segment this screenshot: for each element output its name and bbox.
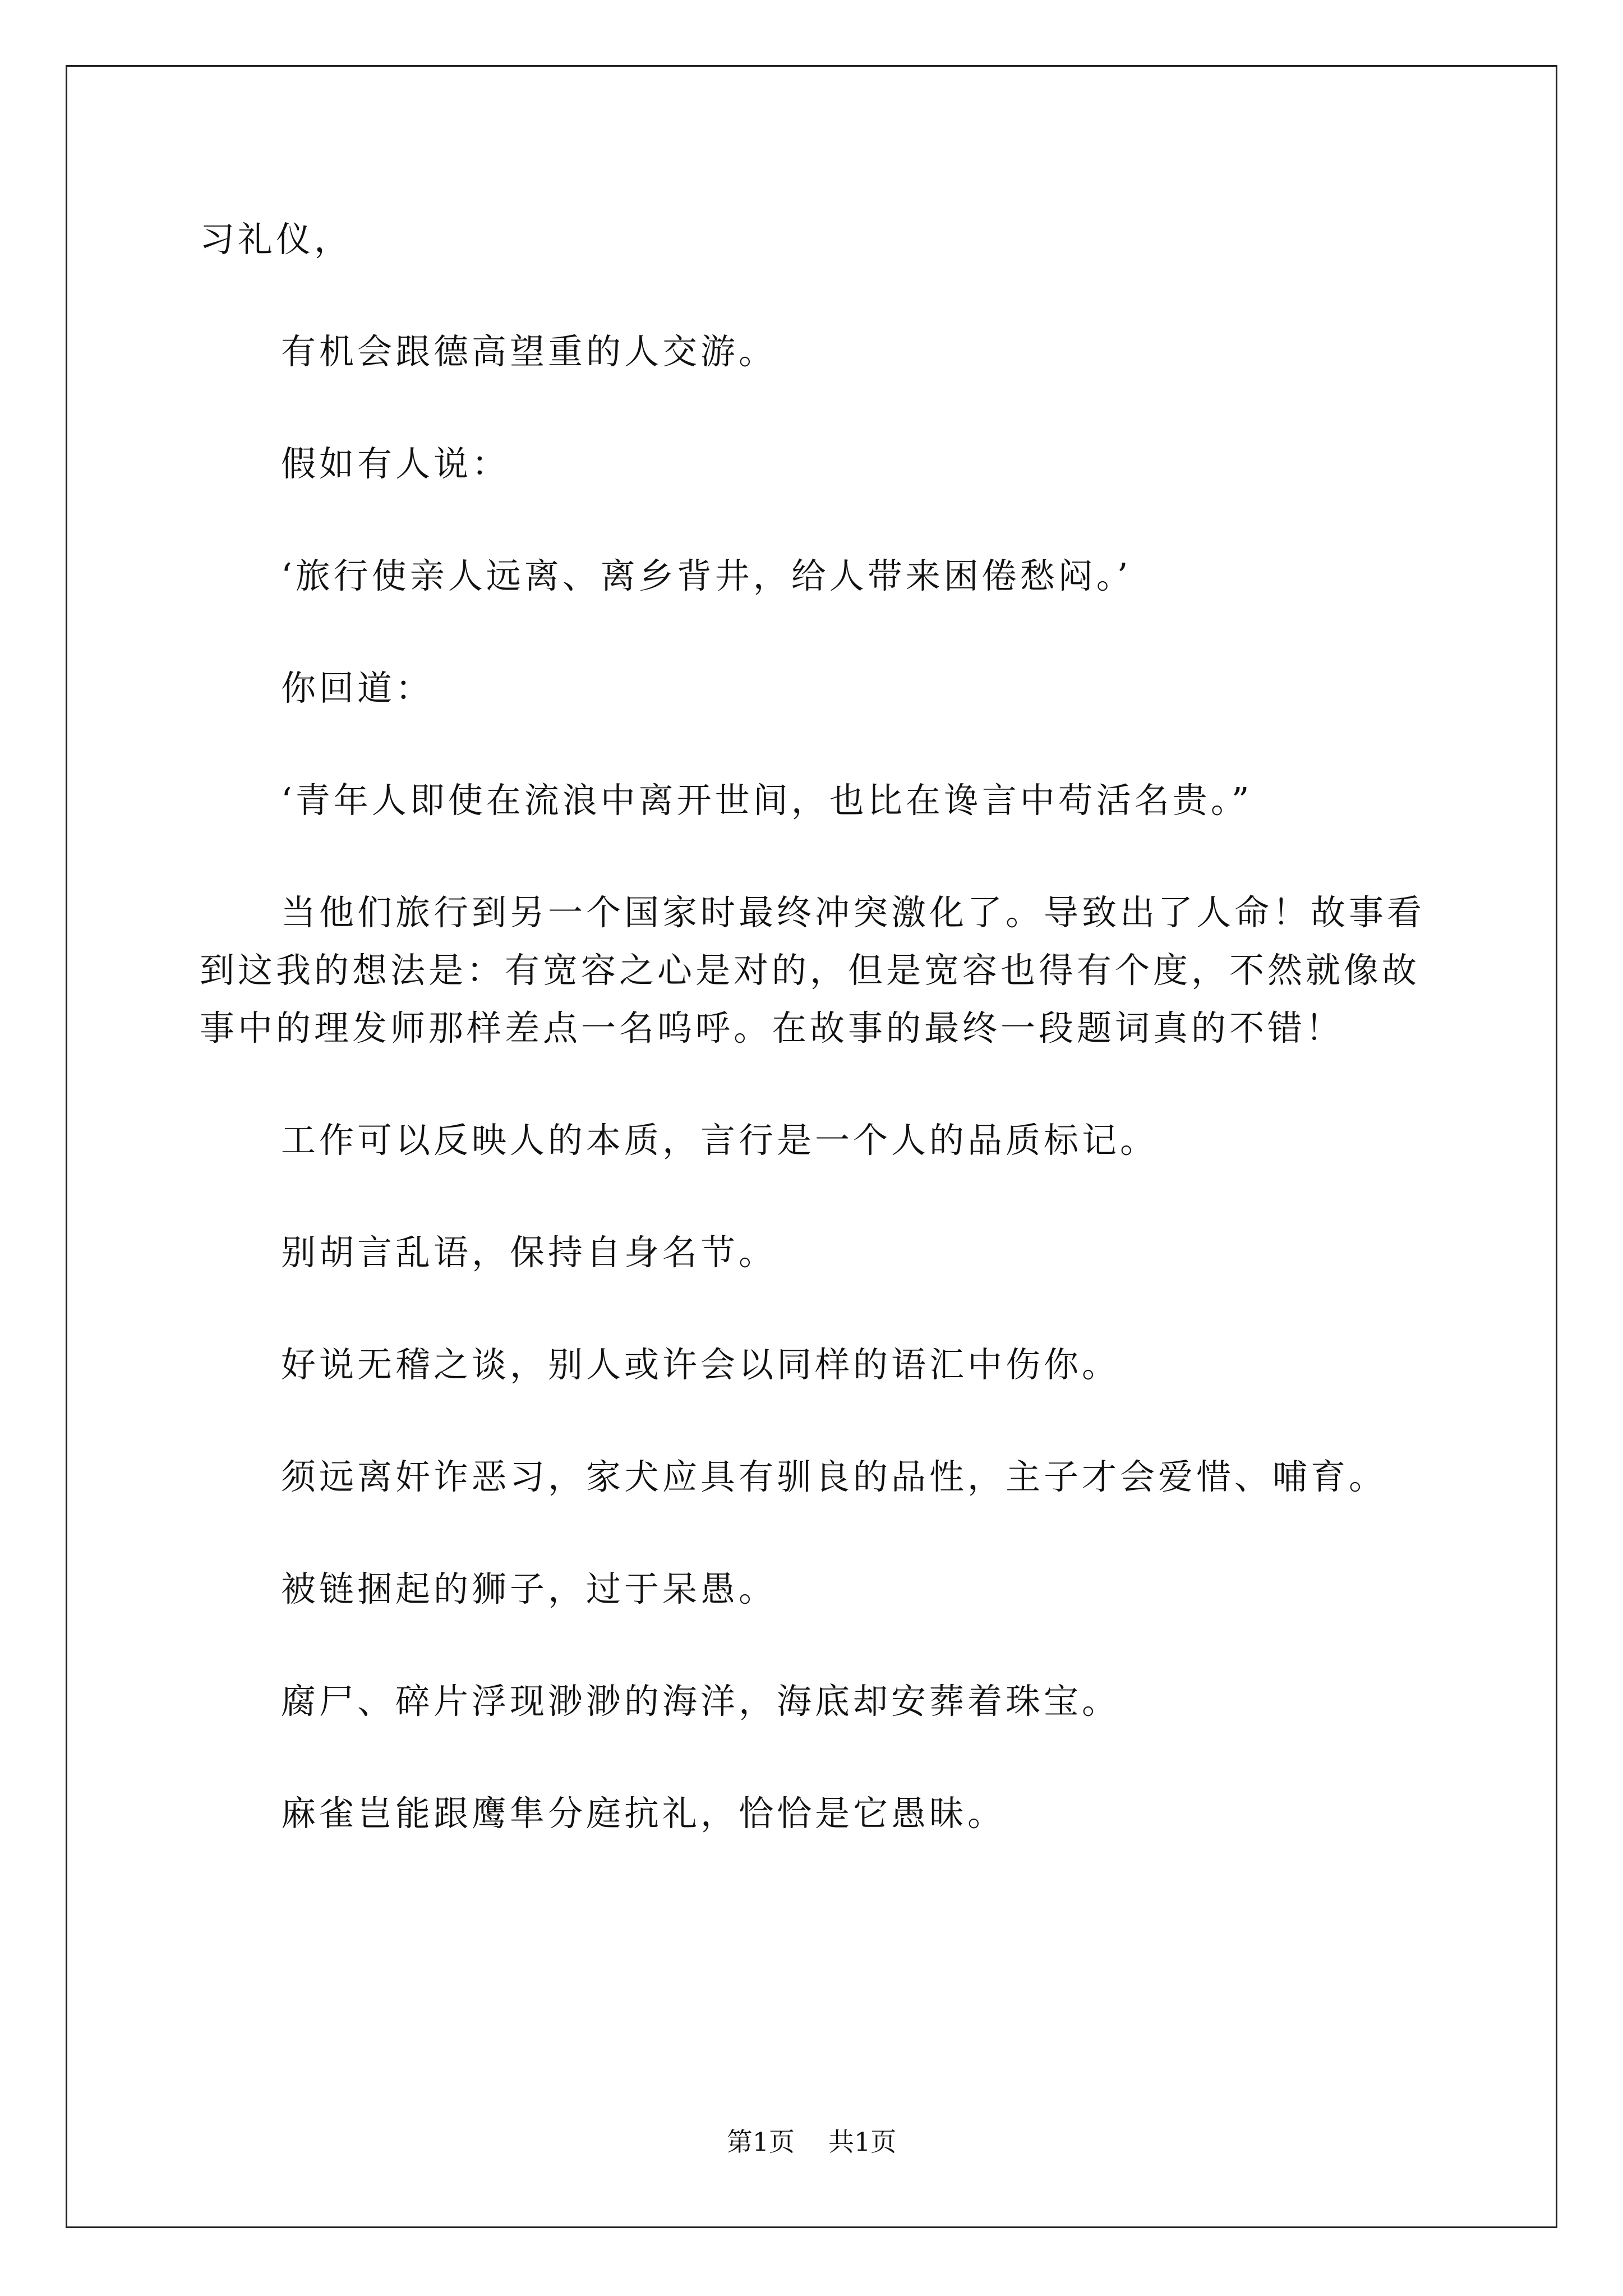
paragraph-7: 当他们旅行到另一个国家时最终冲突激化了。导致出了人命！故事看到这我的想法是：有宽容之心是对的，但是宽容也得有个度，不然就像故事中的理发师那样差点一名呜呼。在故事的最终一段题词真的不错！: [200, 892, 1426, 1048]
paragraph-13: 腐尸、碎片浮现渺渺的海洋，海底却安葬着珠宝。: [281, 1681, 1121, 1722]
paragraph-14: 麻雀岂能跟鹰隼分庭抗礼，恰恰是它愚昧。: [281, 1793, 1006, 1834]
page-footer: [0, 2125, 1623, 2159]
paragraph-5: 你回道：: [281, 668, 434, 708]
document-body: [200, 210, 1433, 1897]
paragraph-8: 工作可以反映人的本质，言行是一个人的品质标记。: [281, 1120, 1159, 1161]
paragraph-3: 假如有人说：: [281, 443, 510, 484]
paragraph-1: 习礼仪，: [200, 219, 353, 260]
paragraph-2: 有机会跟德高望重的人交游。: [281, 331, 777, 372]
paragraph-6: ‘青年人即使在流浪中离开世间，也比在谗言中苟活名贵。”: [281, 780, 1253, 821]
paragraph-12: 被链捆起的狮子，过于呆愚。: [281, 1568, 777, 1609]
page-total-label: 共1页: [828, 2127, 897, 2157]
page-current-label: 第1页: [726, 2127, 795, 2157]
paragraph-11: 须远离奸诈恶习，家犬应具有驯良的品性，主子才会爱惜、哺育。: [281, 1456, 1387, 1497]
paragraph-4: ‘旅行使亲人远离、离乡背井，给人带来困倦愁闷。’: [281, 555, 1132, 596]
paragraph-9: 别胡言乱语，保持自身名节。: [281, 1232, 777, 1273]
paragraph-10: 好说无稽之谈，别人或许会以同样的语汇中伤你。: [281, 1344, 1121, 1385]
